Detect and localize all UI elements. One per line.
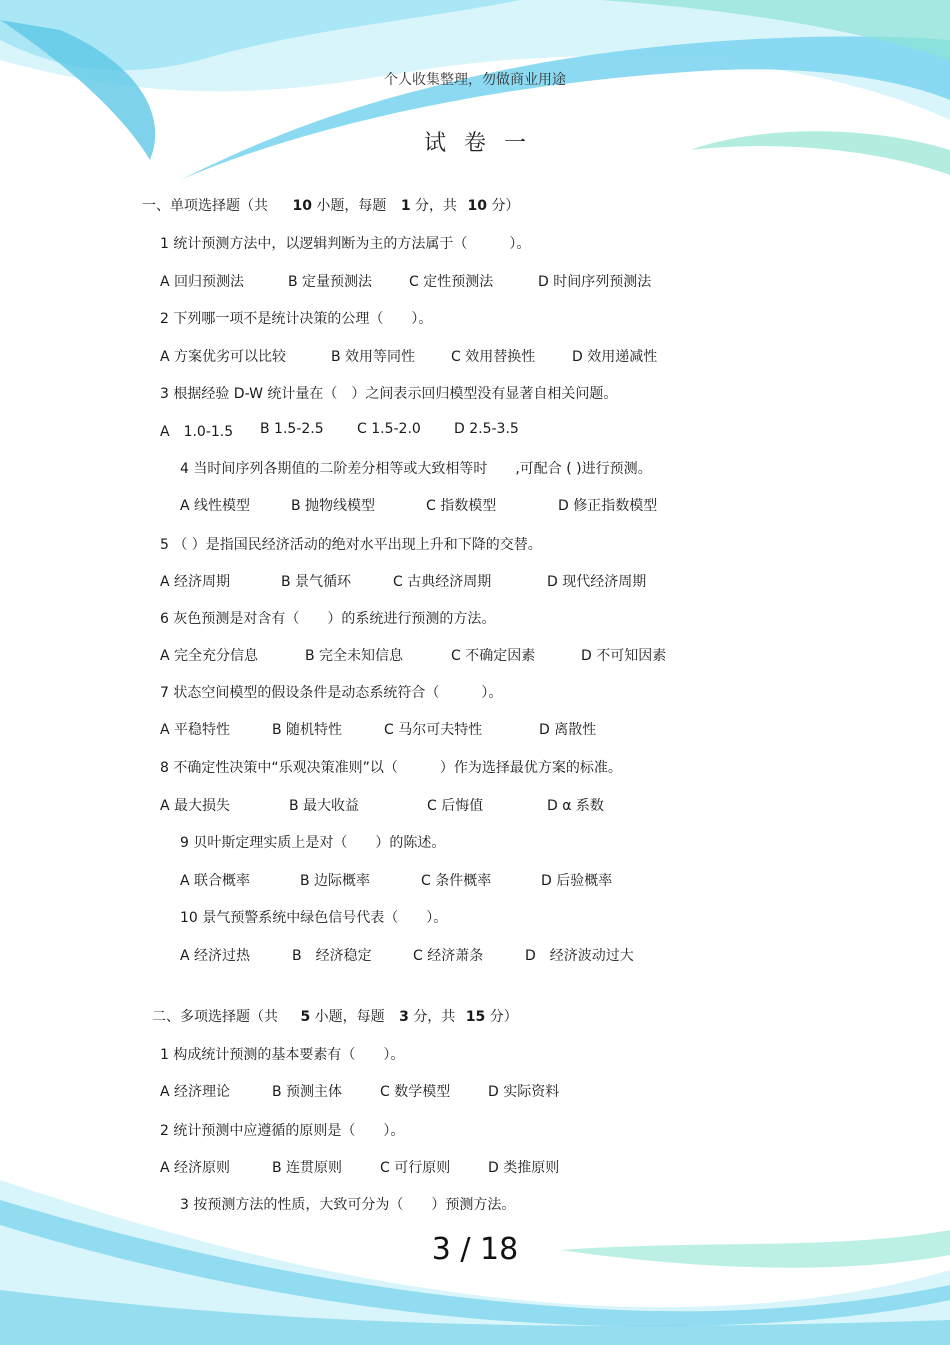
section1-mid1: 小题，每题 [316,198,387,214]
option-b: B 预测主体 [272,1084,343,1100]
option-b: B 抛物线模型 [291,498,376,514]
option-b: B 随机特性 [272,722,343,738]
option-a: A 完全充分信息 [160,648,259,664]
option-d: D 后验概率 [541,873,613,889]
option-c: C 定性预测法 [409,274,494,290]
option-a: A 经济周期 [160,574,231,590]
option-b: B 定量预测法 [288,274,373,290]
option-a: A 线性模型 [180,498,251,514]
option-c: C 1.5-2.0 [357,421,421,437]
option-b: B 1.5-2.5 [260,421,324,437]
question-stem: 1 统计预测方法中，以逻辑判断为主的方法属于（ ）。 [160,236,531,252]
option-d: D 2.5-3.5 [454,421,519,437]
option-a: A 方案优劣可以比较 [160,349,287,365]
option-a: A 经济理论 [160,1084,231,1100]
question-stem: 9 贝叶斯定理实质上是对（ ）的陈述。 [180,835,446,851]
option-b: B 景气循环 [281,574,352,590]
option-d: D 离散性 [539,722,597,738]
question-stem: 5 （ ）是指国民经济活动的绝对水平出现上升和下降的交替。 [160,537,542,553]
option-d: D 效用递减性 [572,349,658,365]
section1-suffix: 分） [491,198,520,214]
section2-mid1: 小题，每题 [314,1009,385,1025]
section1-prefix: 一、单项选择题（共 [142,198,268,214]
page-header: 个人收集整理，勿做商业用途 [384,72,566,88]
option-c: C 不确定因素 [451,648,536,664]
question-stem: 7 状态空间模型的假设条件是动态系统符合（ ）。 [160,685,503,701]
page-title: 试卷一 [423,131,544,156]
option-c: C 条件概率 [421,873,492,889]
question-stem: 3 按预测方法的性质，大致可分为（ ）预测方法。 [180,1197,516,1213]
option-d: D 现代经济周期 [547,574,647,590]
option-c: C 可行原则 [380,1160,451,1176]
option-b: B 最大收益 [289,798,360,814]
question-stem: 2 下列哪一项不是统计决策的公理（ ）。 [160,311,433,327]
option-a: A 平稳特性 [160,722,231,738]
option-c: C 马尔可夫特性 [384,722,483,738]
section2-prefix: 二、多项选择题（共 [152,1009,278,1025]
page-number: 3 / 18 [431,1232,519,1267]
question-stem: 1 构成统计预测的基本要素有（ ）。 [160,1047,405,1063]
option-c: C 古典经济周期 [393,574,492,590]
option-d: D 不可知因素 [581,648,667,664]
section-heading-2 [152,1006,518,1026]
section2-mid2: 分，共 [413,1009,456,1025]
question-stem: 6 灰色预测是对含有（ ）的系统进行预测的方法。 [160,611,496,627]
section1-each: 1 [400,198,411,214]
option-d: D 经济波动过大 [525,948,634,964]
option-a: A 联合概率 [180,873,251,889]
option-b: B 完全未知信息 [305,648,404,664]
option-b: B 边际概率 [300,873,371,889]
question-stem: 3 根据经验 D-W 统计量在（ ）之间表示回归模型没有显著自相关问题。 [160,386,618,402]
option-c: C 数学模型 [380,1084,451,1100]
option-c: C 后悔值 [427,798,484,814]
section1-total: 10 [467,198,487,214]
section2-count: 5 [300,1009,311,1025]
option-c: C 经济萧条 [413,948,484,964]
section-heading-1 [142,195,519,215]
option-a: A 经济原则 [160,1160,231,1176]
option-c: C 效用替换性 [451,349,536,365]
option-c: C 指数模型 [426,498,497,514]
option-a: A 回归预测法 [160,274,245,290]
option-d: D 类推原则 [488,1160,560,1176]
section2-suffix: 分） [489,1009,518,1025]
option-d: D 实际资料 [488,1084,560,1100]
question-stem: 10 景气预警系统中绿色信号代表（ ）。 [180,910,448,926]
question-stem: 8 不确定性决策中“乐观决策准则”以（ ）作为选择最优方案的标准。 [160,760,622,776]
section2-total: 15 [465,1009,486,1025]
question-stem: 4 当时间序列各期值的二阶差分相等或大致相等时 ,可配合 ( )进行预测。 [180,461,652,477]
option-b: B 经济稳定 [292,948,372,964]
option-d: D 修正指数模型 [558,498,658,514]
option-d: D α 系数 [547,798,604,814]
question-stem: 2 统计预测中应遵循的原则是（ ）。 [160,1123,405,1139]
section1-count: 10 [292,198,312,214]
option-b: B 效用等同性 [331,349,416,365]
section1-mid2: 分，共 [415,198,458,214]
section2-each: 3 [399,1009,409,1025]
option-d: D 时间序列预测法 [538,274,652,290]
option-a: A 经济过热 [180,948,251,964]
option-a: A 1.0-1.5 [160,424,234,440]
option-b: B 连贯原则 [272,1160,343,1176]
option-a: A 最大损失 [160,798,231,814]
